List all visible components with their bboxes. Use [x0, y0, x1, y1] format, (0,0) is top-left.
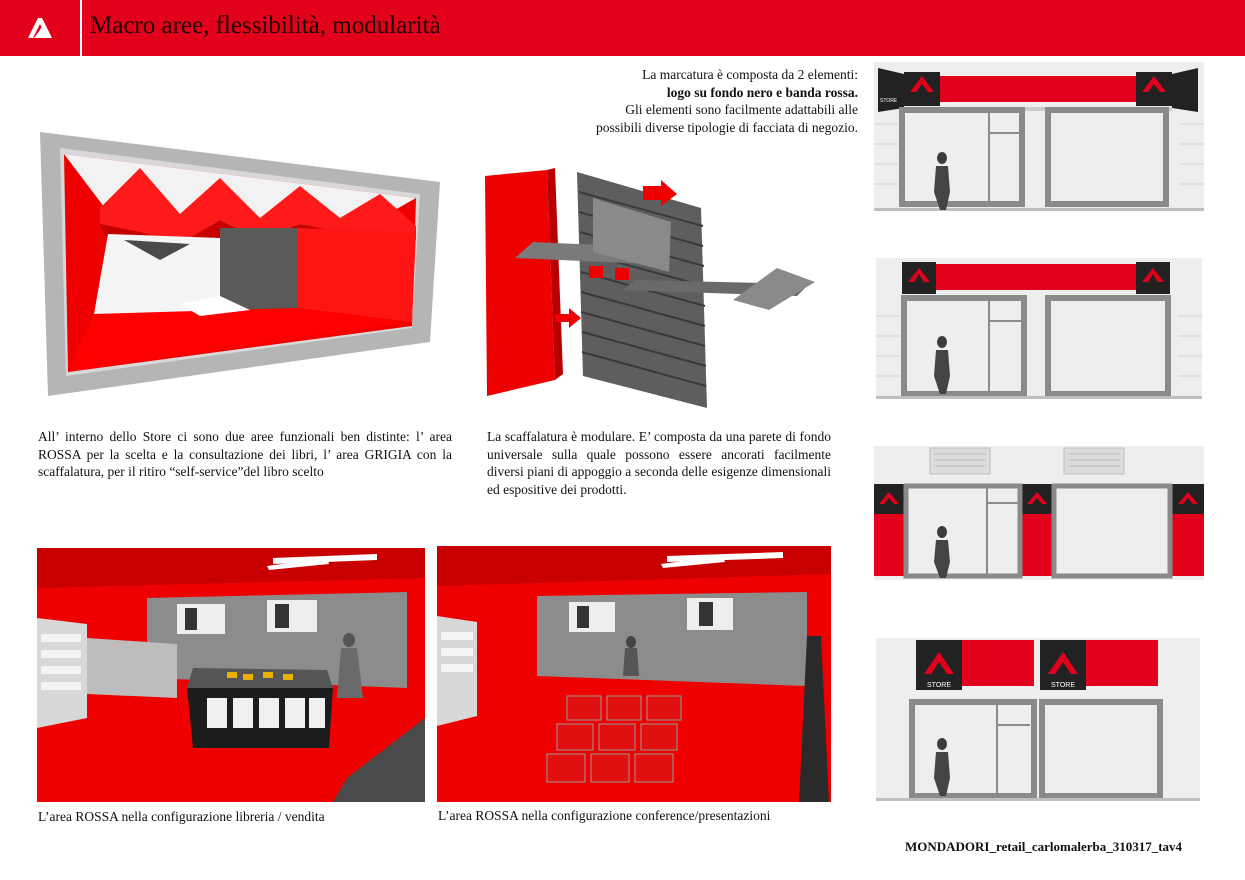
storefront-variant-1: [874, 62, 1204, 214]
shelving-description: La scaffalatura è modulare. E’ composta da una parete di fondo universale sulla quale possono essere ancorati facilmente diversi piani di appoggio a seconda delle esigenze dimensionali ed espositive dei prodotti.: [487, 429, 831, 497]
marking-description: [560, 66, 858, 136]
marking-line-3: Gli elementi sono facilmente adattabili alle: [625, 102, 858, 117]
storefront-variant-4: [876, 638, 1200, 802]
marking-line-2: logo su fondo nero e banda rossa.: [666, 84, 858, 100]
storefront-4-store-label-2: STORE: [1051, 682, 1075, 689]
conference-configuration-render: [437, 546, 831, 802]
areas-description: All’ interno dello Store ci sono due aree funzionali ben distinte: l’ area ROSSA per la scelta e la consultazione dei libri, l’ area GRIGIA con la scaffalatura, per il ritiro “self-service”del libro scelto: [38, 429, 452, 479]
marking-line-1: La marcatura è composta da 2 elementi:: [642, 67, 858, 82]
page-title: Macro aree, flessibilità, modularità: [90, 12, 441, 39]
mondadori-logo-icon: [0, 0, 80, 56]
bookstore-caption: L’area ROSSA nella configurazione libreria / vendita: [38, 809, 325, 824]
storefront-variant-3: [874, 446, 1204, 582]
marking-line-4: possibili diverse tipologie di facciata di negozio.: [595, 119, 858, 135]
header-logo-box: [0, 0, 80, 56]
conference-caption: L’area ROSSA nella configurazione conference/presentazioni: [438, 808, 771, 823]
modular-shelving-render: [485, 168, 820, 413]
bookstore-configuration-render: [37, 548, 425, 802]
storefront-1-store-label: STORE: [880, 98, 898, 104]
storefront-4-store-label-1: STORE: [927, 682, 951, 689]
area-perspective-render: [40, 128, 440, 398]
storefront-variant-2: [876, 258, 1202, 400]
footer-code: MONDADORI_retail_carlomalerba_310317_tav4: [905, 839, 1183, 854]
